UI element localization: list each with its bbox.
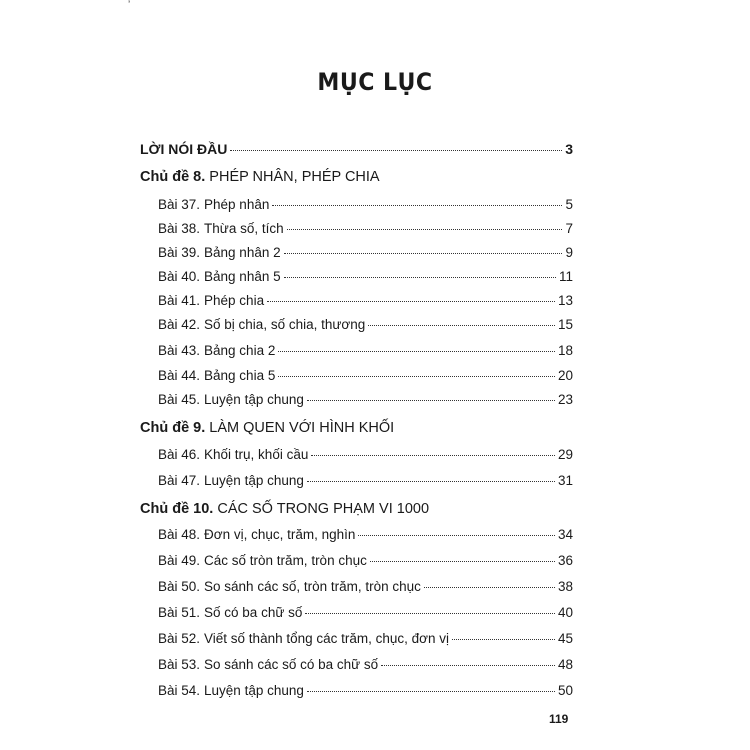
lesson-title: Viết số thành tổng các trăm, chục, đơn vị: [204, 631, 450, 646]
toc-entry[interactable]: [158, 656, 573, 674]
toc-entry[interactable]: [158, 682, 573, 700]
lesson-page: 45: [557, 631, 573, 646]
lesson-page: 18: [557, 343, 573, 358]
toc-entry[interactable]: [158, 292, 573, 310]
dot-leader: [278, 376, 555, 377]
lesson-page: 40: [557, 605, 573, 620]
toc-entry[interactable]: [158, 244, 573, 262]
lesson-number: Bài 43.: [158, 343, 201, 358]
lesson-page: 34: [557, 527, 573, 542]
dot-leader: [287, 229, 563, 230]
lesson-page: 48: [557, 657, 573, 672]
chapter-name: PHÉP NHÂN, PHÉP CHIA: [209, 169, 380, 185]
lesson-page: 38: [557, 579, 573, 594]
lesson-title: Các số tròn trăm, tròn chục: [204, 553, 367, 568]
chapter-heading: [140, 501, 429, 517]
toc-entry[interactable]: [158, 367, 573, 385]
lesson-number: Bài 38.: [158, 221, 201, 236]
dot-leader: [358, 535, 555, 536]
preface-page: 3: [565, 141, 573, 157]
lesson-title: So sánh các số có ba chữ số: [204, 657, 379, 672]
dot-leader: [370, 561, 555, 562]
lesson-page: 11: [558, 269, 573, 284]
lesson-title: Khối trụ, khối cầu: [204, 447, 309, 462]
chapter-label: Chủ đề 10.: [140, 501, 214, 517]
toc-entry[interactable]: [158, 342, 573, 360]
lesson-title: Bảng chia 5: [204, 368, 276, 383]
lesson-page: 20: [557, 368, 573, 383]
dot-leader: [267, 301, 555, 302]
dot-leader: [452, 639, 555, 640]
lesson-number: Bài 48.: [158, 527, 201, 542]
lesson-page: 31: [557, 473, 573, 488]
lesson-page: 50: [557, 683, 573, 698]
lesson-number: Bài 42.: [158, 317, 201, 332]
lesson-title: Phép chia: [204, 293, 265, 308]
lesson-number: Bài 50.: [158, 579, 201, 594]
lesson-title: Đơn vị, chục, trăm, nghìn: [204, 527, 356, 542]
lesson-page: 9: [565, 245, 573, 260]
lesson-title: Bảng chia 2: [204, 343, 276, 358]
dot-leader: [424, 587, 555, 588]
lesson-number: Bài 44.: [158, 368, 201, 383]
toc-entry[interactable]: [158, 196, 573, 214]
chapter-label: Chủ đề 9.: [140, 420, 206, 436]
dot-leader: [368, 325, 555, 326]
dot-leader: [278, 351, 555, 352]
lesson-page: 29: [557, 447, 573, 462]
lesson-number: Bài 52.: [158, 631, 201, 646]
lesson-title: Luyện tập chung: [204, 473, 304, 488]
chapter-name: LÀM QUEN VỚI HÌNH KHỐI: [209, 420, 395, 436]
lesson-page: 15: [557, 317, 573, 332]
dot-leader: [272, 205, 562, 206]
lesson-page: 36: [557, 553, 573, 568]
lesson-title: Thừa số, tích: [204, 221, 284, 236]
toc-entry[interactable]: [158, 268, 573, 286]
lesson-number: Bài 39.: [158, 245, 201, 260]
lesson-number: Bài 54.: [158, 683, 201, 698]
toc-entry[interactable]: [158, 578, 573, 596]
dot-leader: [284, 253, 563, 254]
page-title: MỤC LỤC: [317, 68, 433, 96]
toc-entry[interactable]: [158, 630, 573, 648]
lesson-number: Bài 37.: [158, 197, 201, 212]
dot-leader: [307, 481, 555, 482]
lesson-title: Số bị chia, số chia, thương: [204, 317, 366, 332]
lesson-title: So sánh các số, tròn trăm, tròn chục: [204, 579, 421, 594]
lesson-number: Bài 49.: [158, 553, 201, 568]
dot-leader: [284, 277, 556, 278]
lesson-number: Bài 51.: [158, 605, 201, 620]
toc-entry[interactable]: [158, 604, 573, 622]
page-number: 119: [549, 712, 569, 726]
lesson-title: Luyện tập chung: [204, 683, 304, 698]
dot-leader: [307, 691, 555, 692]
lesson-number: Bài 53.: [158, 657, 201, 672]
preface-label: LỜI NÓI ĐẦU: [140, 141, 228, 157]
dot-leader: [307, 400, 555, 401]
toc-entry-preface[interactable]: [140, 140, 573, 158]
chapter-heading: [140, 420, 394, 436]
dot-leader: [305, 613, 555, 614]
lesson-page: 5: [565, 197, 573, 212]
lesson-page: 13: [557, 293, 573, 308]
lesson-page: 7: [565, 221, 573, 236]
dot-leader: [311, 455, 555, 456]
toc-entry[interactable]: [158, 391, 573, 409]
toc-entry[interactable]: [158, 220, 573, 238]
lesson-page: 23: [557, 392, 573, 407]
lesson-number: Bài 40.: [158, 269, 201, 284]
toc-entry[interactable]: [158, 472, 573, 490]
lesson-number: Bài 41.: [158, 293, 201, 308]
toc-entry[interactable]: [158, 552, 573, 570]
lesson-title: Số có ba chữ số: [204, 605, 303, 620]
chapter-label: Chủ đề 8.: [140, 169, 206, 185]
dot-leader: [230, 150, 562, 151]
corner-mark: ʼ: [128, 0, 131, 11]
lesson-title: Bảng nhân 5: [204, 269, 281, 284]
lesson-title: Phép nhân: [204, 197, 270, 212]
toc-entry[interactable]: [158, 446, 573, 464]
lesson-number: Bài 45.: [158, 392, 201, 407]
toc-entry[interactable]: [158, 316, 573, 334]
lesson-number: Bài 46.: [158, 447, 201, 462]
lesson-number: Bài 47.: [158, 473, 201, 488]
lesson-title: Luyện tập chung: [204, 392, 304, 407]
lesson-title: Bảng nhân 2: [204, 245, 281, 260]
dot-leader: [381, 665, 555, 666]
toc-entry[interactable]: [158, 526, 573, 544]
chapter-name: CÁC SỐ TRONG PHẠM VI 1000: [217, 501, 430, 517]
chapter-heading: [140, 169, 380, 185]
